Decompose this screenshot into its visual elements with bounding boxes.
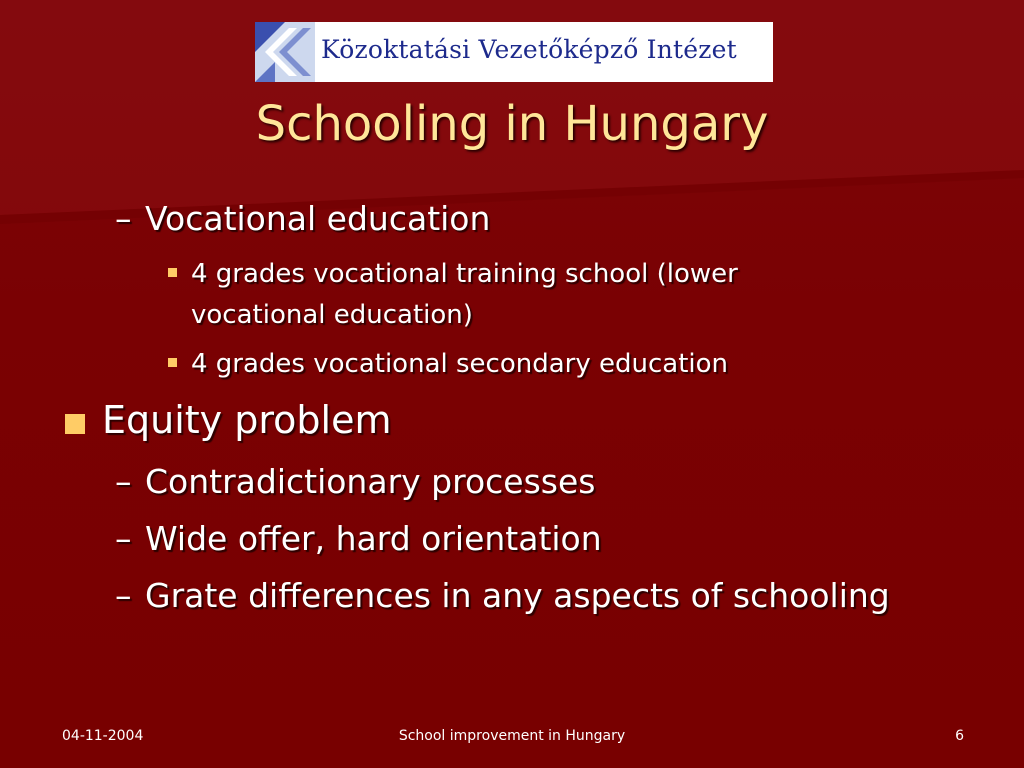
- dash-marker: –: [115, 462, 132, 501]
- logo-text: Közoktatási Vezetőképző Intézet: [321, 35, 737, 64]
- bullet-text: Contradictionary processes: [145, 462, 596, 501]
- square-bullet-icon: [168, 358, 177, 367]
- sub-bullet-wide-offer: [115, 519, 602, 558]
- footer-page-number: 6: [955, 728, 964, 744]
- bullet-text: 4 grades vocational secondary education: [191, 349, 728, 379]
- logo-mark-icon: [255, 22, 319, 82]
- dash-marker: –: [115, 199, 132, 238]
- sub-sub-bullet-training-school: [166, 254, 866, 336]
- square-bullet-icon: [168, 268, 177, 277]
- sub-bullet-vocational-education: [115, 199, 490, 238]
- sub-bullet-contradictionary: [115, 462, 595, 501]
- bullet-text: Wide offer, hard orientation: [145, 519, 602, 558]
- bullet-equity-problem: [62, 398, 562, 448]
- institute-logo: [255, 22, 773, 82]
- sub-sub-bullet-secondary-education: [166, 344, 866, 385]
- square-bullet-icon: [65, 414, 85, 434]
- slide-title: Schooling in Hungary: [255, 96, 769, 152]
- footer-date: 04-11-2004: [62, 728, 144, 744]
- bullet-text: Grate differences in any aspects of schooling: [145, 576, 890, 615]
- bullet-text: Vocational education: [145, 199, 491, 238]
- bullet-text: Equity problem: [102, 398, 392, 442]
- bullet-text: [191, 254, 738, 336]
- bullet-line-2: vocational education): [191, 300, 473, 330]
- bullet-line-1: 4 grades vocational training school (lower: [191, 259, 738, 289]
- sub-bullet-grate-differences: [115, 576, 890, 615]
- dash-marker: –: [115, 576, 132, 615]
- footer-title: School improvement in Hungary: [398, 728, 626, 744]
- dash-marker: –: [115, 519, 132, 558]
